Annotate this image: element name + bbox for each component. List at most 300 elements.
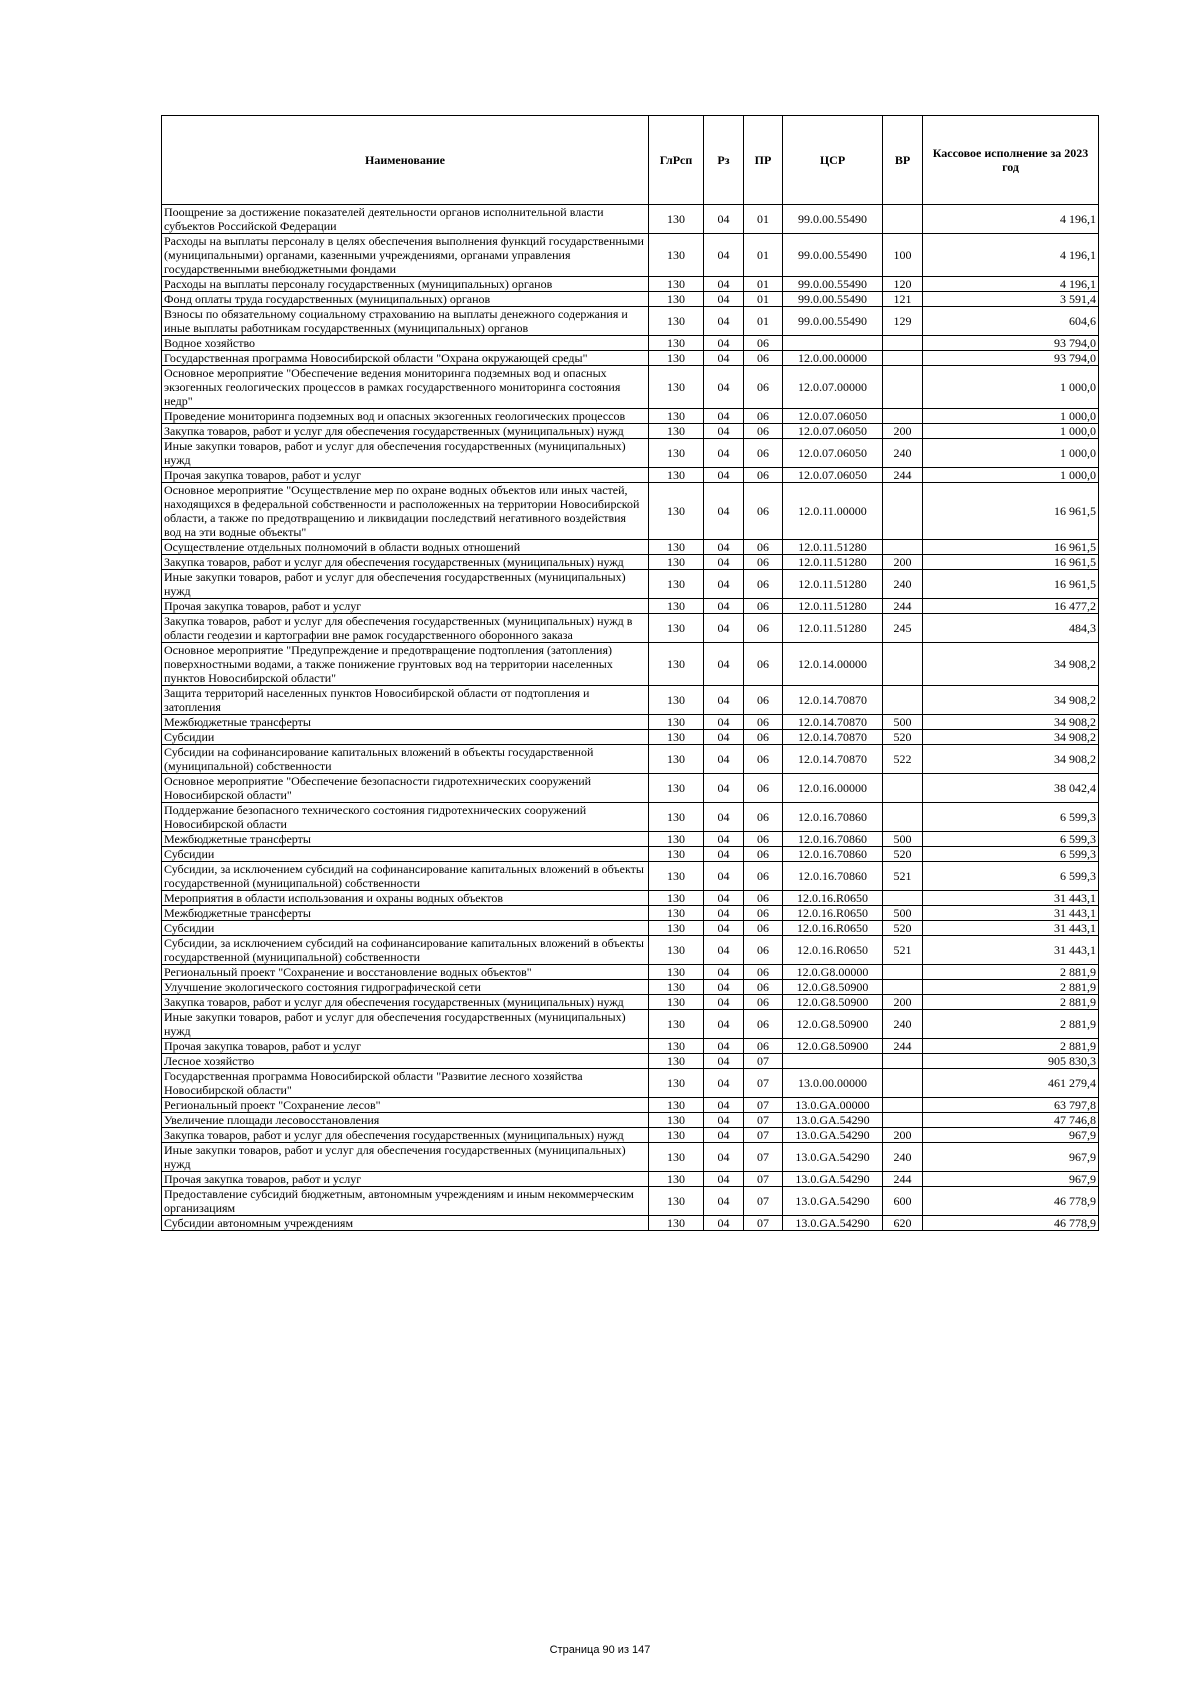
cell-pr: 06 bbox=[744, 468, 783, 483]
cell-vr bbox=[883, 965, 923, 980]
cell-pr: 06 bbox=[744, 366, 783, 409]
cell-pr: 06 bbox=[744, 555, 783, 570]
cell-glrsp: 130 bbox=[649, 715, 704, 730]
cell-csr: 12.0.14.70870 bbox=[783, 715, 883, 730]
cell-rz: 04 bbox=[704, 234, 744, 277]
cell-csr: 12.0.16.70860 bbox=[783, 803, 883, 832]
cell-glrsp: 130 bbox=[649, 1098, 704, 1113]
cell-sum: 967,9 bbox=[923, 1128, 1099, 1143]
cell-name: Прочая закупка товаров, работ и услуг bbox=[162, 468, 649, 483]
cell-glrsp: 130 bbox=[649, 774, 704, 803]
cell-vr bbox=[883, 1069, 923, 1098]
cell-pr: 06 bbox=[744, 686, 783, 715]
table-row bbox=[162, 234, 1099, 277]
cell-name: Основное мероприятие "Обеспечение ведения мониторинга подземных вод и опасных экзогенных геологических процессов в рамках государственного мониторинга состояния недр" bbox=[162, 366, 649, 409]
cell-glrsp: 130 bbox=[649, 599, 704, 614]
cell-glrsp: 130 bbox=[649, 336, 704, 351]
cell-glrsp: 130 bbox=[649, 847, 704, 862]
cell-vr: 600 bbox=[883, 1187, 923, 1216]
cell-csr: 12.0.16.R0650 bbox=[783, 906, 883, 921]
cell-glrsp: 130 bbox=[649, 1113, 704, 1128]
cell-name: Субсидии bbox=[162, 847, 649, 862]
cell-rz: 04 bbox=[704, 921, 744, 936]
cell-sum: 4 196,1 bbox=[923, 205, 1099, 234]
cell-pr: 01 bbox=[744, 205, 783, 234]
cell-glrsp: 130 bbox=[649, 1054, 704, 1069]
cell-sum: 34 908,2 bbox=[923, 643, 1099, 686]
cell-pr: 06 bbox=[744, 439, 783, 468]
cell-rz: 04 bbox=[704, 995, 744, 1010]
cell-vr: 244 bbox=[883, 1039, 923, 1054]
cell-glrsp: 130 bbox=[649, 965, 704, 980]
table-row bbox=[162, 277, 1099, 292]
cell-sum: 484,3 bbox=[923, 614, 1099, 643]
cell-sum: 34 908,2 bbox=[923, 745, 1099, 774]
cell-rz: 04 bbox=[704, 1098, 744, 1113]
cell-name: Фонд оплаты труда государственных (муниципальных) органов bbox=[162, 292, 649, 307]
cell-csr: 99.0.00.55490 bbox=[783, 205, 883, 234]
table-row bbox=[162, 1113, 1099, 1128]
cell-csr: 12.0.07.06050 bbox=[783, 468, 883, 483]
cell-vr bbox=[883, 1054, 923, 1069]
cell-csr: 13.0.GA.54290 bbox=[783, 1216, 883, 1231]
cell-glrsp: 130 bbox=[649, 366, 704, 409]
cell-glrsp: 130 bbox=[649, 862, 704, 891]
table-body bbox=[162, 205, 1099, 1231]
cell-glrsp: 130 bbox=[649, 906, 704, 921]
cell-csr bbox=[783, 1054, 883, 1069]
cell-csr: 13.0.GA.54290 bbox=[783, 1187, 883, 1216]
cell-pr: 06 bbox=[744, 832, 783, 847]
cell-csr bbox=[783, 336, 883, 351]
cell-rz: 04 bbox=[704, 1187, 744, 1216]
cell-vr: 500 bbox=[883, 832, 923, 847]
cell-vr: 244 bbox=[883, 599, 923, 614]
cell-vr bbox=[883, 540, 923, 555]
cell-rz: 04 bbox=[704, 468, 744, 483]
cell-csr: 12.0.G8.50900 bbox=[783, 1010, 883, 1039]
cell-glrsp: 130 bbox=[649, 540, 704, 555]
cell-name: Мероприятия в области использования и охраны водных объектов bbox=[162, 891, 649, 906]
table-row bbox=[162, 891, 1099, 906]
cell-rz: 04 bbox=[704, 292, 744, 307]
table-row bbox=[162, 599, 1099, 614]
table-row bbox=[162, 965, 1099, 980]
cell-pr: 07 bbox=[744, 1128, 783, 1143]
cell-name: Расходы на выплаты персоналу в целях обеспечения выполнения функций государственными (муниципальными) органами, казенными учреждениями, органами управления государственными внебюджетными фондами bbox=[162, 234, 649, 277]
cell-rz: 04 bbox=[704, 730, 744, 745]
cell-glrsp: 130 bbox=[649, 832, 704, 847]
cell-csr: 12.0.14.00000 bbox=[783, 643, 883, 686]
cell-glrsp: 130 bbox=[649, 205, 704, 234]
cell-glrsp: 130 bbox=[649, 1187, 704, 1216]
cell-vr: 200 bbox=[883, 555, 923, 570]
cell-name: Прочая закупка товаров, работ и услуг bbox=[162, 599, 649, 614]
cell-csr: 12.0.11.51280 bbox=[783, 570, 883, 599]
cell-glrsp: 130 bbox=[649, 1039, 704, 1054]
cell-vr bbox=[883, 205, 923, 234]
cell-pr: 07 bbox=[744, 1187, 783, 1216]
cell-rz: 04 bbox=[704, 555, 744, 570]
cell-glrsp: 130 bbox=[649, 745, 704, 774]
cell-vr bbox=[883, 803, 923, 832]
cell-glrsp: 130 bbox=[649, 277, 704, 292]
cell-pr: 07 bbox=[744, 1113, 783, 1128]
cell-name: Увеличение площади лесовосстановления bbox=[162, 1113, 649, 1128]
cell-sum: 93 794,0 bbox=[923, 351, 1099, 366]
cell-vr: 244 bbox=[883, 468, 923, 483]
cell-name: Иные закупки товаров, работ и услуг для обеспечения государственных (муниципальных) нужд bbox=[162, 1143, 649, 1172]
cell-vr bbox=[883, 483, 923, 540]
cell-pr: 06 bbox=[744, 409, 783, 424]
cell-sum: 1 000,0 bbox=[923, 366, 1099, 409]
cell-csr: 12.0.14.70870 bbox=[783, 745, 883, 774]
cell-glrsp: 130 bbox=[649, 234, 704, 277]
cell-glrsp: 130 bbox=[649, 439, 704, 468]
cell-rz: 04 bbox=[704, 686, 744, 715]
cell-sum: 31 443,1 bbox=[923, 936, 1099, 965]
cell-vr: 121 bbox=[883, 292, 923, 307]
cell-rz: 04 bbox=[704, 483, 744, 540]
cell-glrsp: 130 bbox=[649, 614, 704, 643]
table-row bbox=[162, 307, 1099, 336]
cell-rz: 04 bbox=[704, 643, 744, 686]
table-row bbox=[162, 980, 1099, 995]
cell-sum: 6 599,3 bbox=[923, 803, 1099, 832]
cell-csr: 12.0.G8.50900 bbox=[783, 995, 883, 1010]
cell-pr: 07 bbox=[744, 1216, 783, 1231]
cell-pr: 07 bbox=[744, 1172, 783, 1187]
cell-name: Региональный проект "Сохранение лесов" bbox=[162, 1098, 649, 1113]
table-row bbox=[162, 292, 1099, 307]
cell-name: Прочая закупка товаров, работ и услуг bbox=[162, 1039, 649, 1054]
cell-rz: 04 bbox=[704, 745, 744, 774]
cell-rz: 04 bbox=[704, 774, 744, 803]
cell-pr: 06 bbox=[744, 599, 783, 614]
cell-vr: 240 bbox=[883, 439, 923, 468]
cell-name: Основное мероприятие "Осуществление мер по охране водных объектов или иных частей, находящихся в федеральной собственности и расположенных на территории Новосибирской области, а также по предотвращению и ликвидации последствий негативного воздействия вод на эти водные объекты" bbox=[162, 483, 649, 540]
cell-pr: 06 bbox=[744, 570, 783, 599]
cell-csr: 12.0.11.51280 bbox=[783, 540, 883, 555]
cell-glrsp: 130 bbox=[649, 570, 704, 599]
cell-name: Улучшение экологического состояния гидрографической сети bbox=[162, 980, 649, 995]
cell-rz: 04 bbox=[704, 847, 744, 862]
cell-glrsp: 130 bbox=[649, 409, 704, 424]
cell-rz: 04 bbox=[704, 980, 744, 995]
cell-csr: 12.0.11.00000 bbox=[783, 483, 883, 540]
cell-glrsp: 130 bbox=[649, 555, 704, 570]
cell-name: Предоставление субсидий бюджетным, автономным учреждениям и иным некоммерческим организациям bbox=[162, 1187, 649, 1216]
cell-pr: 01 bbox=[744, 234, 783, 277]
cell-vr: 620 bbox=[883, 1216, 923, 1231]
cell-rz: 04 bbox=[704, 862, 744, 891]
cell-rz: 04 bbox=[704, 965, 744, 980]
table-row bbox=[162, 366, 1099, 409]
cell-sum: 1 000,0 bbox=[923, 439, 1099, 468]
cell-sum: 93 794,0 bbox=[923, 336, 1099, 351]
cell-rz: 04 bbox=[704, 832, 744, 847]
cell-name: Закупка товаров, работ и услуг для обеспечения государственных (муниципальных) нужд в области геодезии и картографии вне рамок государственного оборонного заказа bbox=[162, 614, 649, 643]
cell-vr bbox=[883, 366, 923, 409]
cell-pr: 06 bbox=[744, 936, 783, 965]
cell-vr bbox=[883, 643, 923, 686]
cell-sum: 967,9 bbox=[923, 1172, 1099, 1187]
cell-glrsp: 130 bbox=[649, 891, 704, 906]
cell-pr: 06 bbox=[744, 847, 783, 862]
cell-rz: 04 bbox=[704, 424, 744, 439]
cell-csr: 12.0.16.00000 bbox=[783, 774, 883, 803]
cell-rz: 04 bbox=[704, 1128, 744, 1143]
cell-vr: 240 bbox=[883, 1143, 923, 1172]
cell-csr: 12.0.00.00000 bbox=[783, 351, 883, 366]
cell-name: Субсидии автономным учреждениям bbox=[162, 1216, 649, 1231]
table-row bbox=[162, 1069, 1099, 1098]
cell-rz: 04 bbox=[704, 277, 744, 292]
cell-pr: 06 bbox=[744, 774, 783, 803]
cell-sum: 47 746,8 bbox=[923, 1113, 1099, 1128]
cell-glrsp: 130 bbox=[649, 1143, 704, 1172]
cell-pr: 06 bbox=[744, 614, 783, 643]
cell-pr: 06 bbox=[744, 730, 783, 745]
cell-rz: 04 bbox=[704, 409, 744, 424]
header-pr: ПР bbox=[744, 116, 783, 205]
table-row bbox=[162, 936, 1099, 965]
table-row bbox=[162, 555, 1099, 570]
table-row bbox=[162, 1172, 1099, 1187]
cell-glrsp: 130 bbox=[649, 483, 704, 540]
cell-glrsp: 130 bbox=[649, 1010, 704, 1039]
cell-name: Закупка товаров, работ и услуг для обеспечения государственных (муниципальных) нужд bbox=[162, 555, 649, 570]
cell-csr: 12.0.16.R0650 bbox=[783, 891, 883, 906]
cell-name: Иные закупки товаров, работ и услуг для обеспечения государственных (муниципальных) нужд bbox=[162, 570, 649, 599]
cell-vr bbox=[883, 409, 923, 424]
cell-sum: 4 196,1 bbox=[923, 234, 1099, 277]
cell-rz: 04 bbox=[704, 351, 744, 366]
cell-name: Субсидии bbox=[162, 921, 649, 936]
table-row bbox=[162, 774, 1099, 803]
cell-vr: 200 bbox=[883, 995, 923, 1010]
cell-pr: 01 bbox=[744, 307, 783, 336]
cell-vr bbox=[883, 980, 923, 995]
cell-sum: 31 443,1 bbox=[923, 891, 1099, 906]
cell-pr: 06 bbox=[744, 1039, 783, 1054]
cell-csr: 12.0.11.51280 bbox=[783, 555, 883, 570]
cell-pr: 06 bbox=[744, 643, 783, 686]
cell-rz: 04 bbox=[704, 205, 744, 234]
cell-vr: 120 bbox=[883, 277, 923, 292]
cell-name: Закупка товаров, работ и услуг для обеспечения государственных (муниципальных) нужд bbox=[162, 1128, 649, 1143]
cell-rz: 04 bbox=[704, 891, 744, 906]
cell-csr: 13.0.GA.00000 bbox=[783, 1098, 883, 1113]
cell-glrsp: 130 bbox=[649, 1172, 704, 1187]
cell-vr bbox=[883, 1098, 923, 1113]
cell-sum: 46 778,9 bbox=[923, 1187, 1099, 1216]
cell-sum: 63 797,8 bbox=[923, 1098, 1099, 1113]
header-name: Наименование bbox=[162, 116, 649, 205]
cell-glrsp: 130 bbox=[649, 980, 704, 995]
cell-csr: 13.0.GA.54290 bbox=[783, 1128, 883, 1143]
cell-sum: 461 279,4 bbox=[923, 1069, 1099, 1098]
table-row bbox=[162, 643, 1099, 686]
cell-sum: 6 599,3 bbox=[923, 847, 1099, 862]
cell-sum: 4 196,1 bbox=[923, 277, 1099, 292]
cell-rz: 04 bbox=[704, 599, 744, 614]
header-csr: ЦСР bbox=[783, 116, 883, 205]
cell-csr: 12.0.07.06050 bbox=[783, 439, 883, 468]
cell-vr bbox=[883, 1113, 923, 1128]
cell-pr: 06 bbox=[744, 965, 783, 980]
cell-rz: 04 bbox=[704, 1054, 744, 1069]
cell-csr: 12.0.16.70860 bbox=[783, 862, 883, 891]
cell-rz: 04 bbox=[704, 1039, 744, 1054]
table-row bbox=[162, 686, 1099, 715]
cell-glrsp: 130 bbox=[649, 1069, 704, 1098]
cell-vr: 129 bbox=[883, 307, 923, 336]
cell-name: Субсидии, за исключением субсидий на софинансирование капитальных вложений в объекты государственной (муниципальной) собственности bbox=[162, 936, 649, 965]
table-row bbox=[162, 1187, 1099, 1216]
table-row bbox=[162, 1098, 1099, 1113]
cell-pr: 07 bbox=[744, 1098, 783, 1113]
cell-name: Поощрение за достижение показателей деятельности органов исполнительной власти субъектов Российской Федерации bbox=[162, 205, 649, 234]
cell-csr: 13.0.GA.54290 bbox=[783, 1113, 883, 1128]
cell-vr bbox=[883, 351, 923, 366]
table-row bbox=[162, 847, 1099, 862]
cell-vr: 520 bbox=[883, 921, 923, 936]
table-row bbox=[162, 1143, 1099, 1172]
table-row bbox=[162, 468, 1099, 483]
cell-glrsp: 130 bbox=[649, 1216, 704, 1231]
cell-name: Государственная программа Новосибирской области "Охрана окружающей среды" bbox=[162, 351, 649, 366]
cell-sum: 6 599,3 bbox=[923, 832, 1099, 847]
cell-name: Межбюджетные трансферты bbox=[162, 906, 649, 921]
cell-name: Межбюджетные трансферты bbox=[162, 715, 649, 730]
cell-vr: 100 bbox=[883, 234, 923, 277]
table-header-row bbox=[162, 116, 1099, 205]
cell-pr: 06 bbox=[744, 995, 783, 1010]
cell-sum: 38 042,4 bbox=[923, 774, 1099, 803]
cell-csr: 99.0.00.55490 bbox=[783, 234, 883, 277]
cell-rz: 04 bbox=[704, 803, 744, 832]
cell-pr: 06 bbox=[744, 336, 783, 351]
cell-vr bbox=[883, 336, 923, 351]
cell-sum: 2 881,9 bbox=[923, 965, 1099, 980]
cell-csr: 12.0.G8.50900 bbox=[783, 1039, 883, 1054]
table-row bbox=[162, 715, 1099, 730]
cell-rz: 04 bbox=[704, 540, 744, 555]
cell-csr: 12.0.11.51280 bbox=[783, 599, 883, 614]
table-row bbox=[162, 351, 1099, 366]
cell-name: Иные закупки товаров, работ и услуг для обеспечения государственных (муниципальных) нужд bbox=[162, 439, 649, 468]
cell-csr: 12.0.11.51280 bbox=[783, 614, 883, 643]
cell-sum: 2 881,9 bbox=[923, 1039, 1099, 1054]
cell-vr bbox=[883, 891, 923, 906]
cell-name: Субсидии на софинансирование капитальных вложений в объекты государственной (муниципальной) собственности bbox=[162, 745, 649, 774]
cell-csr: 99.0.00.55490 bbox=[783, 277, 883, 292]
cell-glrsp: 130 bbox=[649, 730, 704, 745]
cell-pr: 01 bbox=[744, 292, 783, 307]
table-row bbox=[162, 205, 1099, 234]
cell-pr: 06 bbox=[744, 921, 783, 936]
table-row bbox=[162, 730, 1099, 745]
cell-vr: 521 bbox=[883, 936, 923, 965]
table-row bbox=[162, 1128, 1099, 1143]
cell-sum: 16 961,5 bbox=[923, 540, 1099, 555]
cell-rz: 04 bbox=[704, 906, 744, 921]
cell-sum: 905 830,3 bbox=[923, 1054, 1099, 1069]
cell-pr: 06 bbox=[744, 351, 783, 366]
cell-name: Основное мероприятие "Предупреждение и предотвращение подтопления (затопления) поверхностными водами, а также понижение грунтовых вод на территории населенных пунктов Новосибирской области" bbox=[162, 643, 649, 686]
cell-vr: 500 bbox=[883, 906, 923, 921]
cell-rz: 04 bbox=[704, 439, 744, 468]
table-row bbox=[162, 439, 1099, 468]
cell-pr: 06 bbox=[744, 803, 783, 832]
cell-pr: 06 bbox=[744, 483, 783, 540]
cell-name: Государственная программа Новосибирской области "Развитие лесного хозяйства Новосибирской области" bbox=[162, 1069, 649, 1098]
cell-glrsp: 130 bbox=[649, 936, 704, 965]
cell-pr: 07 bbox=[744, 1069, 783, 1098]
table-row bbox=[162, 906, 1099, 921]
cell-name: Осуществление отдельных полномочий в области водных отношений bbox=[162, 540, 649, 555]
cell-csr: 12.0.G8.50900 bbox=[783, 980, 883, 995]
cell-csr: 13.0.GA.54290 bbox=[783, 1143, 883, 1172]
cell-vr: 200 bbox=[883, 424, 923, 439]
cell-name: Расходы на выплаты персоналу государственных (муниципальных) органов bbox=[162, 277, 649, 292]
cell-sum: 1 000,0 bbox=[923, 468, 1099, 483]
cell-pr: 06 bbox=[744, 1010, 783, 1039]
cell-sum: 46 778,9 bbox=[923, 1216, 1099, 1231]
cell-vr: 200 bbox=[883, 1128, 923, 1143]
cell-csr: 12.0.07.06050 bbox=[783, 424, 883, 439]
cell-rz: 04 bbox=[704, 307, 744, 336]
cell-vr: 520 bbox=[883, 730, 923, 745]
cell-rz: 04 bbox=[704, 1113, 744, 1128]
cell-name: Защита территорий населенных пунктов Новосибирской области от подтопления и затопления bbox=[162, 686, 649, 715]
table-row bbox=[162, 570, 1099, 599]
cell-glrsp: 130 bbox=[649, 424, 704, 439]
table-row bbox=[162, 995, 1099, 1010]
cell-name: Лесное хозяйство bbox=[162, 1054, 649, 1069]
cell-csr: 12.0.16.70860 bbox=[783, 832, 883, 847]
cell-csr: 12.0.16.R0650 bbox=[783, 936, 883, 965]
table-row bbox=[162, 803, 1099, 832]
cell-name: Водное хозяйство bbox=[162, 336, 649, 351]
cell-csr: 12.0.G8.00000 bbox=[783, 965, 883, 980]
cell-name: Закупка товаров, работ и услуг для обеспечения государственных (муниципальных) нужд bbox=[162, 424, 649, 439]
cell-vr bbox=[883, 686, 923, 715]
cell-vr bbox=[883, 774, 923, 803]
cell-csr: 12.0.16.70860 bbox=[783, 847, 883, 862]
cell-sum: 604,6 bbox=[923, 307, 1099, 336]
cell-name: Взносы по обязательному социальному страхованию на выплаты денежного содержания и иные выплаты работникам государственных (муниципальных) органов bbox=[162, 307, 649, 336]
cell-pr: 01 bbox=[744, 277, 783, 292]
table-row bbox=[162, 1039, 1099, 1054]
cell-csr: 99.0.00.55490 bbox=[783, 307, 883, 336]
cell-pr: 06 bbox=[744, 862, 783, 891]
header-glrsp: ГлРсп bbox=[649, 116, 704, 205]
cell-glrsp: 130 bbox=[649, 803, 704, 832]
cell-glrsp: 130 bbox=[649, 921, 704, 936]
cell-csr: 12.0.14.70870 bbox=[783, 686, 883, 715]
cell-glrsp: 130 bbox=[649, 307, 704, 336]
cell-name: Межбюджетные трансферты bbox=[162, 832, 649, 847]
cell-pr: 07 bbox=[744, 1143, 783, 1172]
cell-name: Прочая закупка товаров, работ и услуг bbox=[162, 1172, 649, 1187]
cell-rz: 04 bbox=[704, 1069, 744, 1098]
cell-pr: 06 bbox=[744, 745, 783, 774]
cell-name: Субсидии bbox=[162, 730, 649, 745]
cell-sum: 16 961,5 bbox=[923, 570, 1099, 599]
cell-name: Проведение мониторинга подземных вод и опасных экзогенных геологических процессов bbox=[162, 409, 649, 424]
